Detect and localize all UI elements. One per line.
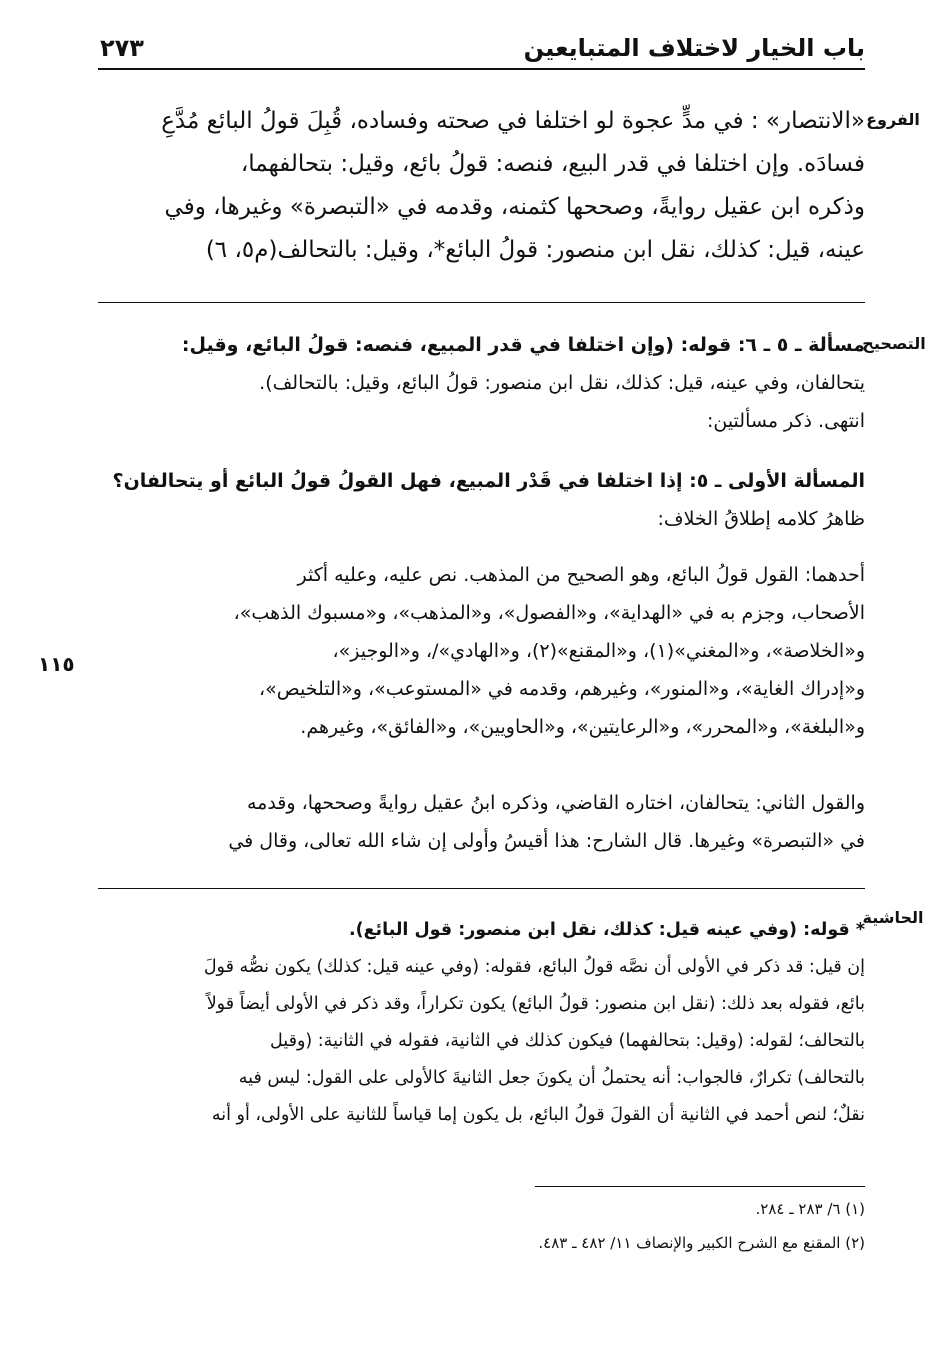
hashiya-line: بالتحالف) تكرارٌ، فالجواب: أنه يحتملُ أن يكونَ جعل الثانيةَ كالأولى على القول: ليس فيه bbox=[238, 1068, 865, 1088]
tashih-line: يتحالفان، وفي عينه، قيل: كذلك، نقل ابن منصور: قولُ البائع، وقيل: بالتحالف). bbox=[259, 372, 865, 394]
tashih-paragraph-1 bbox=[98, 326, 865, 440]
furu-line: «الانتصار» : في مدٍّ عجوة لو اختلفا في صحته وفساده، قُبِلَ قولُ البائع مُدَّعِ bbox=[161, 108, 865, 134]
tashih-line: ظاهرُ كلامه إطلاقُ الخلاف: bbox=[657, 508, 865, 530]
tashih-line: و«الخلاصة»، و«المغني»(١)، و«المقنع»(٢)، و«الهادي»/، و«الوجيز»، bbox=[332, 640, 865, 662]
hashiya-line: نقلٌ؛ لنص أحمد في الثانية أن القولَ قولُ البائع، بل يكون إما قياساً للثانية على الأولى، أو أنه bbox=[211, 1105, 865, 1125]
tashih-line: الأصحاب، وجزم به في «الهداية»، و«الفصول»، و«المذهب»، و«مسبوك الذهب»، bbox=[233, 602, 865, 624]
header-rule bbox=[98, 68, 865, 70]
furu-rule bbox=[98, 302, 865, 303]
furu-label: الفروع bbox=[866, 110, 920, 129]
tashih-line: والقول الثاني: يتحالفان، اختاره القاضي، وذكره ابنُ عقيل روايةً وصححها، وقدمه bbox=[246, 792, 865, 814]
footnote-rule bbox=[535, 1186, 865, 1187]
tashih-line: في «التبصرة» وغيرها. قال الشارح: هذا أقيسُ وأولى إن شاء الله تعالى، وقال في bbox=[228, 830, 865, 852]
furu-line: عينه، قيل: كذلك، نقل ابن منصور: قولُ البائع*، وقيل: بالتحالف(م٥، ٦) bbox=[205, 237, 865, 263]
furu-text bbox=[98, 100, 865, 272]
hashiya-line: بالتحالف؛ لقوله: (وقيل: بتحالفهما) فيكون كذلك في الثانية، فقوله في الثانية: (وقيل bbox=[270, 1031, 865, 1051]
tashih-paragraph-2 bbox=[98, 462, 865, 538]
tashih-line: و«البلغة»، و«المحرر»، و«الرعايتين»، و«الحاويين»، و«الفائق»، وغيرهم. bbox=[300, 716, 865, 738]
hashiya-text bbox=[98, 912, 865, 1134]
tashih-line: و«إدراك الغاية»، و«المنور»، وغيرهم، وقدمه في «المستوعب»، و«التلخيص»، bbox=[258, 678, 865, 700]
hashiya-label: الحاشية bbox=[862, 908, 924, 927]
tashih-line: أحدهما: القول قولُ البائع، وهو الصحيح من المذهب. نص عليه، وعليه أكثر bbox=[297, 564, 865, 586]
furu-line: فسادَه. وإن اختلفا في قدر البيع، فنصه: قولُ بائع، وقيل: بتحالفهما، bbox=[240, 151, 865, 177]
hashiya-line: إن قيل: قد ذكر في الأولى أن نصَّه قولُ البائع، فقوله: (وفي عينه قيل: كذلك) يكون نصُّه قولَ bbox=[203, 957, 865, 977]
tashih-paragraph-4 bbox=[98, 784, 865, 860]
tashih-paragraph-3 bbox=[98, 556, 865, 746]
footnote-1: (١) ٦/ ٢٨٣ ـ ٢٨٤. bbox=[755, 1200, 865, 1218]
page-number: ٢٧٣ bbox=[100, 34, 144, 62]
tashih-line: انتهى. ذكر مسألتين: bbox=[706, 410, 865, 432]
tashih-line: المسألة الأولى ـ ٥: إذا اختلفا في قَدْر المبيع، فهل القولُ قولُ البائع أو يتحالفان؟ bbox=[112, 470, 865, 492]
hashiya-line: بائع، فقوله بعد ذلك: (نقل ابن منصور: قولُ البائع) يكون تكراراً، وقد ذكر في الأولى أيضاً قولاً bbox=[206, 994, 865, 1014]
chapter-title: باب الخيار لاختلاف المتبايعين bbox=[523, 34, 865, 62]
furu-line: وذكره ابن عقيل روايةً، وصححها كثمنه، وقدمه في «التبصرة» وغيرها، وفي bbox=[164, 194, 865, 220]
hashiya-heading: * قوله: (وفي عينه قيل: كذلك، نقل ابن منصور: قول البائع). bbox=[348, 920, 865, 940]
footnote-2: (٢) المقنع مع الشرح الكبير والإنصاف ١١/ ٤٨٢ ـ ٤٨٣. bbox=[538, 1234, 865, 1252]
tashih-rule bbox=[98, 888, 865, 889]
tashih-label: التصحيح bbox=[862, 334, 926, 353]
margin-page-number: ١١٥ bbox=[38, 652, 75, 676]
tashih-line: مسألة ـ ٥ ـ ٦: قوله: (وإن اختلفا في قدر المبيع، فنصه: قولُ البائع، وقيل: bbox=[181, 334, 865, 356]
